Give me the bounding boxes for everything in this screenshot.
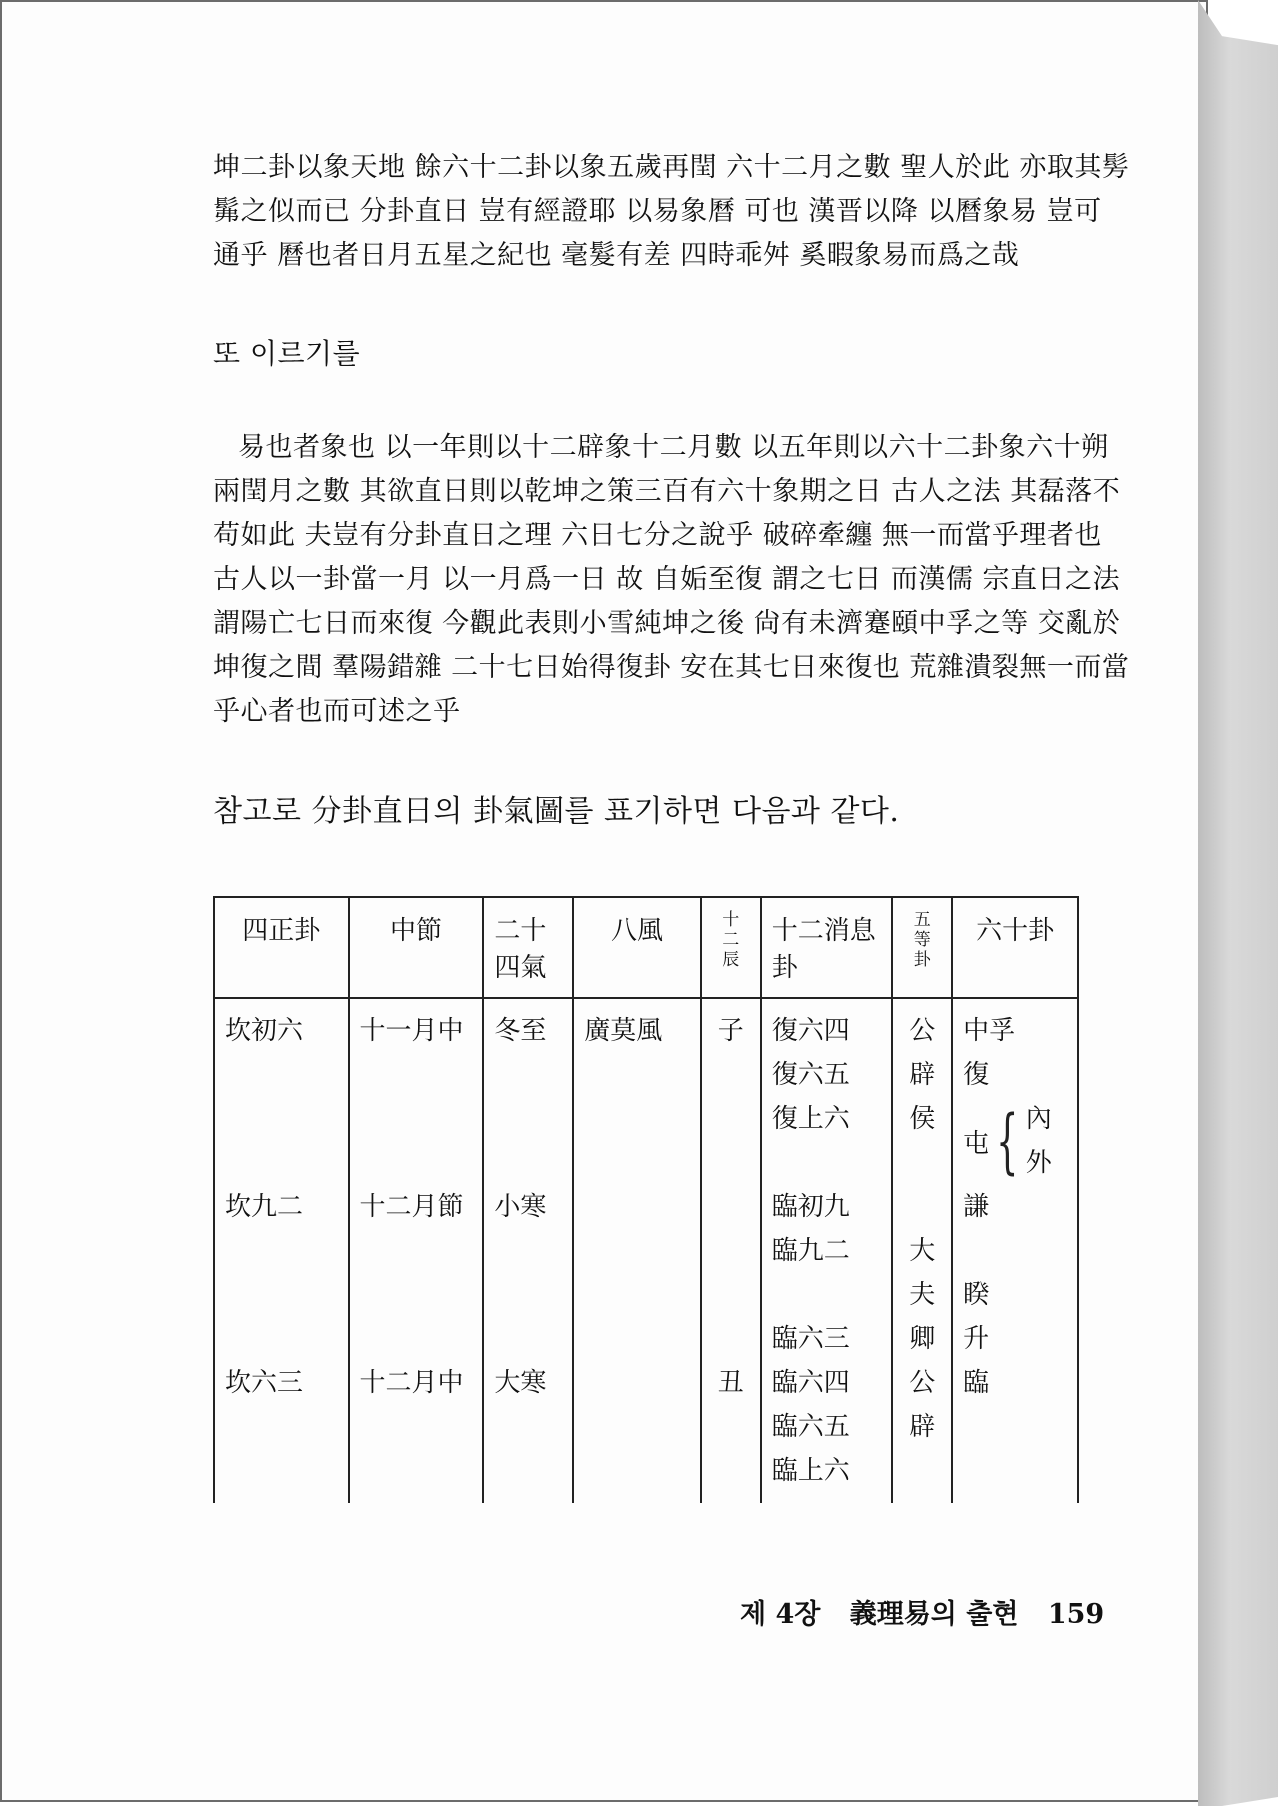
page-number: 159 — [1047, 1599, 1105, 1630]
table-cell-line: 升 — [963, 1324, 990, 1354]
table-cell-line — [494, 1053, 562, 1097]
table-cell-line: 公 — [909, 1016, 936, 1046]
table-cell-line — [963, 1229, 1067, 1273]
table-cell-line — [494, 1229, 562, 1273]
table-cell-line: 坎初六 — [225, 1016, 304, 1046]
intro-heading-1 — [213, 332, 1083, 376]
table-cell-line: 復六四 — [771, 1016, 850, 1046]
table-body-row — [214, 998, 1078, 1503]
header-xiaoxi-line1: 十二消息 — [771, 916, 876, 946]
text-line: 古人以一卦當一月 以一月爲一日 故 自姤至復 謂之七日 而漢儒 宗直日之法 — [213, 564, 1120, 595]
table-cell-line: 十二月節 — [359, 1192, 464, 1222]
text-line: 坤復之間 羣陽錯雜 二十七日始得復卦 安在其七日來復也 荒雜潰裂無一而當 — [213, 652, 1130, 683]
table-cell-line: 子 — [717, 1016, 744, 1046]
table-cell-line: 中孚 — [963, 1016, 1016, 1046]
tun-brace-group — [963, 1097, 1067, 1185]
table-cell-line — [494, 1141, 562, 1185]
text-line: 髴之似而已 分卦直日 豈有經證耶 以易象曆 可也 漢晋以降 以曆象易 豈可 — [213, 196, 1102, 227]
table-cell-line — [225, 1229, 338, 1273]
intro-text-1: 또 이르기를 — [213, 337, 361, 370]
text-line: 苟如此 夫豈有分卦直日之理 六日七分之說乎 破碎牽纏 無一而當乎理者也 — [213, 520, 1102, 551]
table-cell-line — [712, 1317, 750, 1361]
table-cell-line — [225, 1317, 338, 1361]
table-cell-line: 大 — [909, 1236, 936, 1266]
header-chen-char: 二 — [722, 930, 740, 950]
cell-sizheng — [214, 998, 349, 1503]
header-ershisi-qi — [483, 897, 573, 998]
intro-heading-2 — [213, 790, 1083, 834]
text-line: 易也者象也 以一年則以十二辟象十二月數 以五年則以六十二卦象六十朔 — [238, 432, 1109, 463]
table-cell-line: 復上六 — [771, 1104, 850, 1134]
table-cell-line — [360, 1141, 473, 1185]
header-chen-char: 辰 — [722, 950, 740, 970]
cell-liushi — [952, 998, 1078, 1503]
cell-zhongjie — [349, 998, 484, 1503]
text-line: 兩閏月之數 其欲直日則以乾坤之策三百有六十象期之日 古人之法 其磊落不 — [213, 476, 1121, 507]
header-xiaoxi-line2: 卦 — [771, 953, 798, 983]
cell-xiaoxi — [761, 998, 893, 1503]
table-cell-line — [225, 1097, 338, 1141]
table-cell-line — [494, 1097, 562, 1141]
header-wudeng — [892, 897, 952, 998]
table-cell-line — [712, 1097, 750, 1141]
table-cell-line: 卿 — [909, 1324, 936, 1354]
table-cell-line: 廣莫風 — [584, 1016, 663, 1046]
table-cell-line — [225, 1273, 338, 1317]
table-cell-line: 睽 — [963, 1280, 990, 1310]
header-xiaoxi — [761, 897, 893, 998]
table-cell-line: 丑 — [717, 1368, 744, 1398]
table-cell-line — [360, 1229, 473, 1273]
header-zhongjie: 中節 — [349, 897, 484, 998]
intro-text-2: 참고로 分卦直日의 卦氣圖를 표기하면 다음과 같다. — [213, 794, 900, 829]
table-cell-line: 臨六五 — [771, 1412, 850, 1442]
table-cell-line: 坎六三 — [225, 1368, 304, 1398]
paragraph-classical-2 — [213, 426, 1130, 734]
page-footer — [740, 1592, 1124, 1631]
text-line: 坤二卦以象天地 餘六十二卦以象五歲再閏 六十二月之數 聖人於此 亦取其髣 — [213, 152, 1130, 183]
cell-qi — [483, 998, 573, 1503]
table-cell-line — [494, 1273, 562, 1317]
table-cell-line — [225, 1141, 338, 1185]
header-wudeng-char: 等 — [913, 930, 931, 950]
table-cell-line: 辟 — [909, 1412, 936, 1442]
cell-wudeng — [892, 998, 952, 1503]
table-cell-line — [903, 1185, 941, 1229]
text-line: 乎心者也而可述之乎 — [213, 696, 461, 727]
table-cell-line — [903, 1141, 941, 1185]
table-cell-line — [712, 1229, 750, 1273]
tun-label: 屯 — [963, 1128, 990, 1159]
table-cell-line: 臨六四 — [771, 1368, 850, 1398]
header-sizheng: 四正卦 — [214, 897, 349, 998]
brace-icon: { — [996, 1100, 1019, 1182]
page-edge-shadow — [1198, 0, 1278, 1806]
table-cell-line — [360, 1317, 473, 1361]
chapter-title: 義理易의 출현 — [849, 1599, 1019, 1630]
header-liushi-gua: 六十卦 — [952, 897, 1078, 998]
table-cell-line — [712, 1141, 750, 1185]
chapter-label: 제 4장 — [740, 1599, 821, 1630]
cell-bafeng — [573, 998, 701, 1503]
table-cell-line: 十二月中 — [359, 1368, 464, 1398]
table-cell-line — [360, 1273, 473, 1317]
table-cell-line — [712, 1185, 750, 1229]
header-bafeng: 八風 — [573, 897, 701, 998]
header-wudeng-char: 卦 — [913, 950, 931, 970]
table-cell-line: 復 — [963, 1060, 990, 1090]
cell-chen — [701, 998, 761, 1503]
tun-outer: 外 — [1025, 1148, 1052, 1178]
header-wudeng-char: 五 — [913, 910, 931, 930]
table-cell-line: 臨 — [963, 1368, 990, 1398]
table-cell-line: 坎九二 — [225, 1192, 304, 1222]
table-cell-line: 臨六三 — [771, 1324, 850, 1354]
text-line: 謂陽亡七日而來復 今觀此表則小雪純坤之後 尙有未濟蹇頤中孚之等 交亂於 — [213, 608, 1121, 639]
gua-qi-table — [213, 896, 1079, 1503]
table-cell-line: 小寒 — [494, 1192, 547, 1222]
table-cell-line: 臨初九 — [771, 1192, 850, 1222]
header-qi-line2: 四氣 — [494, 953, 547, 983]
tun-inner: 內 — [1025, 1104, 1052, 1134]
table-cell-line — [772, 1141, 882, 1185]
table-cell-line — [712, 1053, 750, 1097]
table-cell-line: 謙 — [963, 1192, 990, 1222]
table-cell-line: 辟 — [909, 1060, 936, 1090]
table-cell-line: 十一月中 — [359, 1016, 464, 1046]
table-cell-line: 大寒 — [494, 1368, 547, 1398]
table-cell-line — [772, 1273, 882, 1317]
table-cell-line — [360, 1097, 473, 1141]
table-cell-line: 臨九二 — [771, 1236, 850, 1266]
table-cell-line: 夫 — [909, 1280, 936, 1310]
table-cell-line: 公 — [909, 1368, 936, 1398]
text-line: 通乎 曆也者日月五星之紀也 毫髮有差 四時乖舛 奚暇象易而爲之哉 — [213, 240, 1020, 271]
table-cell-line — [712, 1273, 750, 1317]
table-cell-line: 復六五 — [771, 1060, 850, 1090]
header-chen-char: 十 — [722, 910, 740, 930]
table-cell-line — [225, 1053, 338, 1097]
table-header-row — [214, 897, 1078, 998]
table-cell-line: 侯 — [909, 1104, 936, 1134]
paragraph-classical-1 — [213, 146, 1130, 278]
table-cell-line — [494, 1317, 562, 1361]
table-cell-line: 冬至 — [494, 1016, 547, 1046]
header-shier-chen — [701, 897, 761, 998]
table-cell-line: 臨上六 — [771, 1456, 850, 1486]
table-cell-line — [360, 1053, 473, 1097]
header-qi-line1: 二十 — [494, 916, 547, 946]
